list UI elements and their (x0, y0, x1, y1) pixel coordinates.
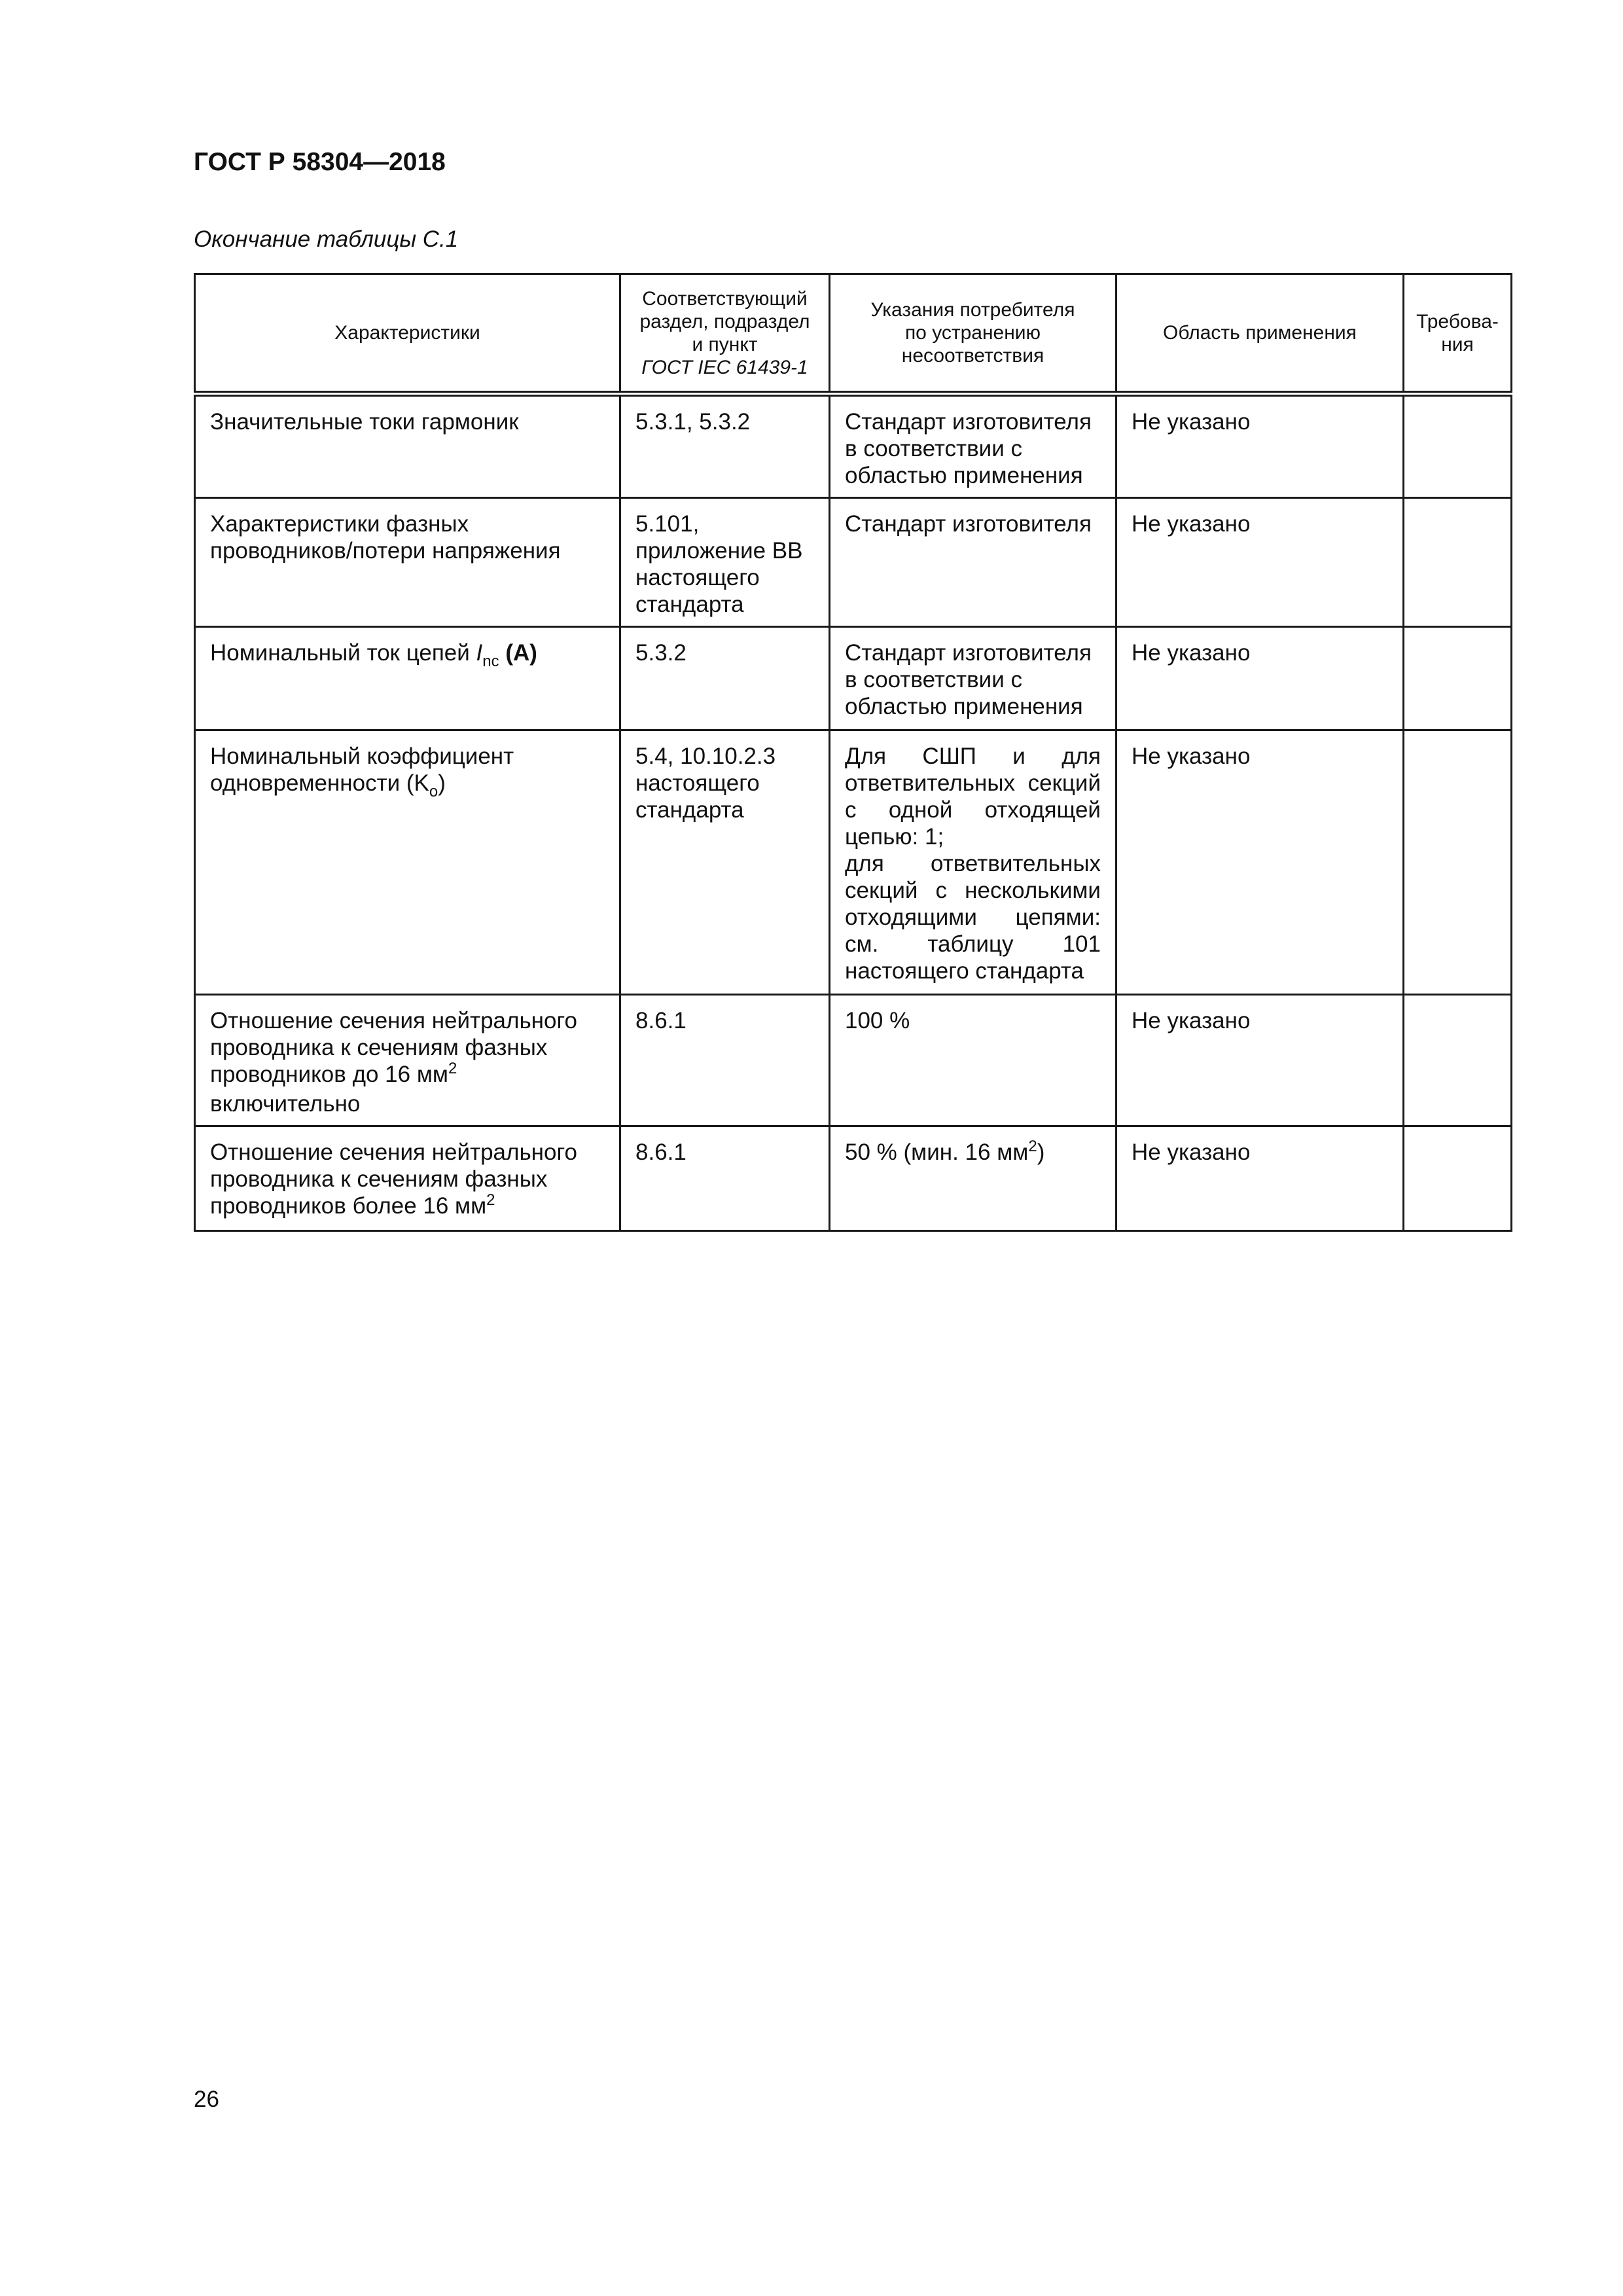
header-line: Указания потребителя (870, 299, 1075, 321)
cell-characteristic (195, 995, 620, 1126)
cell-section: 5.4, 10.10.2.3 настоящего стандарта (620, 730, 830, 995)
cell-section: 8.6.1 (620, 995, 830, 1126)
header-line: несоответствия (901, 345, 1044, 367)
cell-characteristic (195, 1126, 620, 1231)
header-line: Характеристики (334, 322, 480, 344)
column-header-characteristics (195, 274, 620, 394)
characteristic-tail: включительно (210, 1091, 361, 1117)
cell-requirements (1404, 1126, 1512, 1231)
cell-requirements (1404, 498, 1512, 627)
table-row (195, 1126, 1512, 1231)
indications-tail: ) (1037, 1139, 1045, 1165)
table-row (195, 627, 1512, 730)
cell-characteristic: Значительные токи гармоник (195, 394, 620, 498)
column-header-scope (1116, 274, 1404, 394)
header-line-standard: ГОСТ IEC 61439-1 (641, 356, 808, 378)
characteristic-text: Номинальный коэффициент одновременности (K (210, 744, 514, 796)
indications-text: 50 % (мин. 16 мм (845, 1139, 1029, 1165)
cell-indications: Стандарт изготовителя в соответствии с областью применения (830, 394, 1116, 498)
indications-part-1: Для СШП и для ответвительных секций с одной отходящей цепью: 1; (845, 744, 1101, 850)
superscript: 2 (486, 1191, 495, 1209)
superscript: 2 (1028, 1138, 1037, 1155)
characteristic-text: Отношение сечения нейтрального проводника к сечениям фазных проводников до 16 мм (210, 1008, 577, 1087)
cell-characteristic: Характеристики фазных проводников/потери напряжения (195, 498, 620, 627)
superscript: 2 (448, 1060, 457, 1077)
characteristic-unit: (А) (499, 640, 537, 666)
cell-indications: Стандарт изготовителя (830, 498, 1116, 627)
characteristic-tail: ) (438, 770, 446, 796)
cell-requirements (1404, 394, 1512, 498)
indications-part-2: для ответвительных секций с несколькими отходящими цепями: см. таблицу 101 настоящего стандарта (845, 851, 1101, 984)
header-line: раздел, подраздел (639, 310, 810, 332)
subscript: o (429, 783, 438, 800)
cell-indications (830, 730, 1116, 995)
header-line: Область применения (1163, 322, 1357, 344)
cell-requirements (1404, 627, 1512, 730)
header-line: и пункт (692, 333, 758, 355)
cell-indications (830, 1126, 1116, 1231)
cell-scope: Не указано (1116, 1126, 1404, 1231)
table-row (195, 995, 1512, 1126)
cell-section: 5.3.1, 5.3.2 (620, 394, 830, 498)
header-line: ния (1441, 333, 1474, 355)
cell-scope: Не указано (1116, 498, 1404, 627)
column-header-section (620, 274, 830, 394)
table-row (195, 498, 1512, 627)
cell-characteristic (195, 627, 620, 730)
cell-indications: 100 % (830, 995, 1116, 1126)
cell-scope: Не указано (1116, 394, 1404, 498)
subscript: nc (482, 653, 499, 670)
cell-characteristic (195, 730, 620, 995)
cell-requirements (1404, 730, 1512, 995)
cell-scope: Не указано (1116, 627, 1404, 730)
cell-section: 5.101, приложение ВВ настоящего стандарта (620, 498, 830, 627)
header-line: по устранению (904, 322, 1041, 344)
cell-scope: Не указано (1116, 730, 1404, 995)
column-header-requirements (1404, 274, 1512, 394)
column-header-indications (830, 274, 1116, 394)
page-number: 26 (194, 2087, 219, 2112)
cell-scope: Не указано (1116, 995, 1404, 1126)
requirements-table (194, 273, 1512, 1232)
header-line: Соответствующий (642, 287, 808, 310)
cell-section: 8.6.1 (620, 1126, 830, 1231)
document-code: ГОСТ Р 58304—2018 (194, 148, 446, 176)
table-header-row (195, 274, 1512, 394)
header-line: Требова- (1416, 310, 1499, 332)
table-row (195, 730, 1512, 995)
characteristic-text: Отношение сечения нейтрального проводника к сечениям фазных проводников более 16 мм (210, 1139, 577, 1219)
cell-requirements (1404, 995, 1512, 1126)
characteristic-text: Номинальный ток цепей (210, 640, 476, 666)
cell-indications: Стандарт изготовителя в соответствии с областью применения (830, 627, 1116, 730)
cell-section: 5.3.2 (620, 627, 830, 730)
current-symbol: I (476, 640, 483, 666)
table-row (195, 394, 1512, 498)
table-caption: Окончание таблицы С.1 (194, 226, 459, 252)
